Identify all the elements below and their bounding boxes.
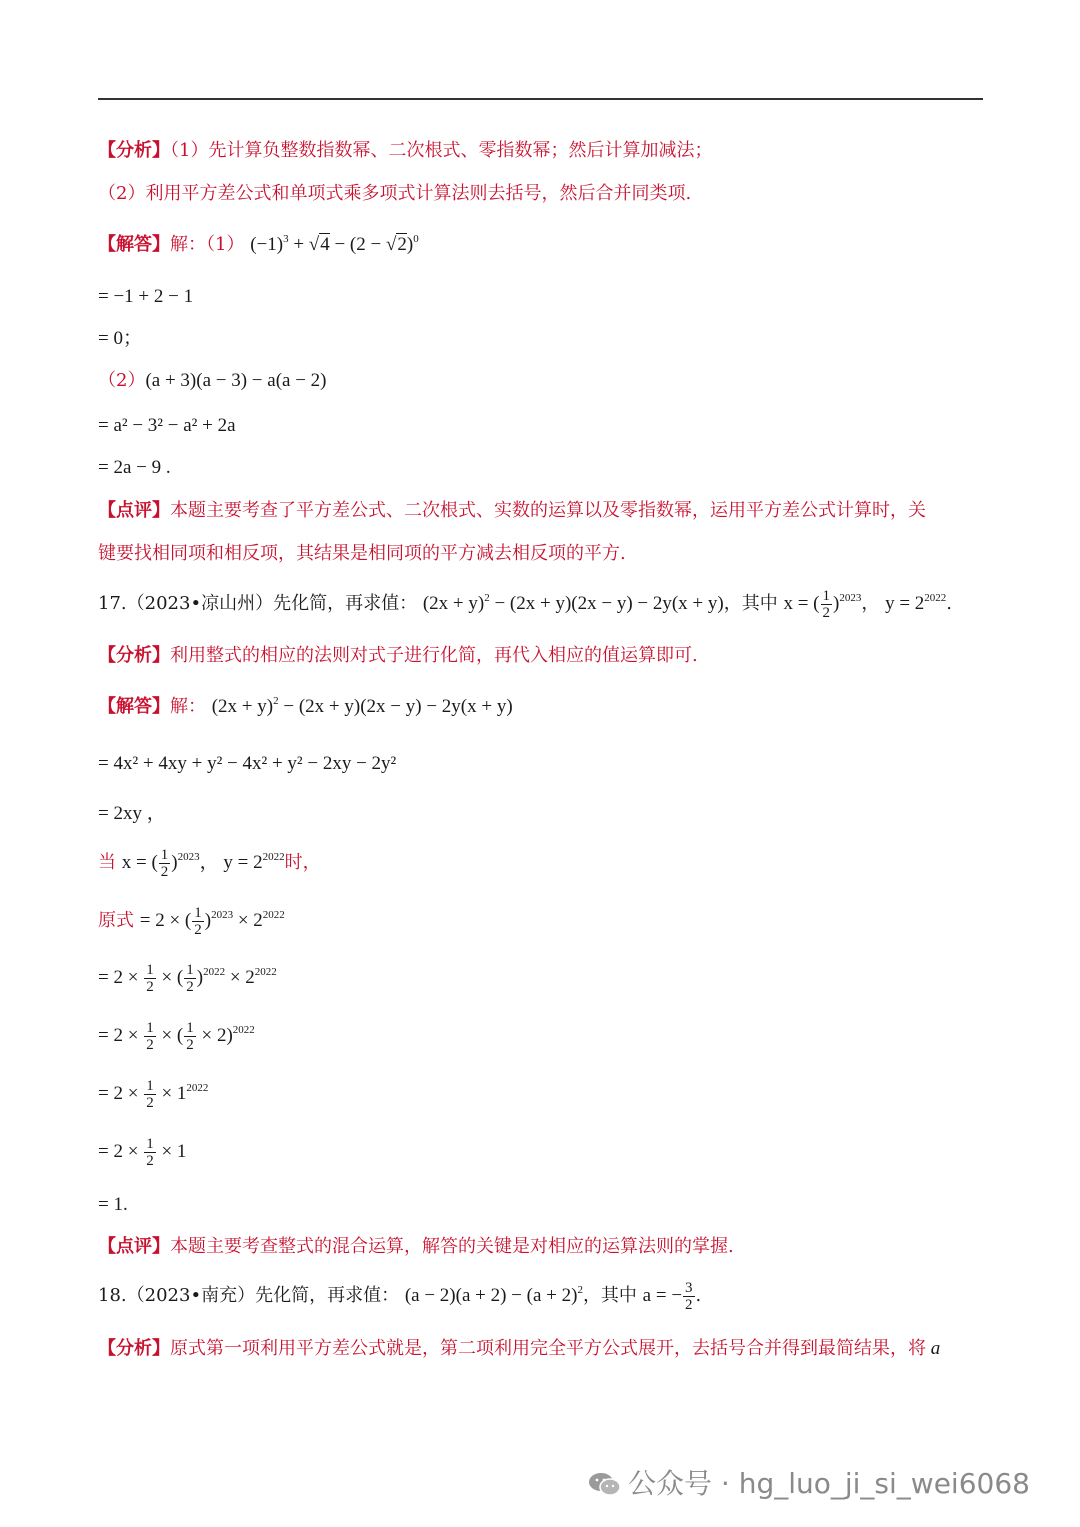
- q16-step-1: = −1 + 2 − 1: [98, 286, 194, 307]
- header-rule: [98, 98, 983, 100]
- q16-analysis-line-2: （2）利用平方差公式和单项式乘多项式计算法则去括号，然后合并同类项.: [98, 183, 692, 204]
- q17-solution-line: 【解答】解： $(2x + y)^2 - (2x + y)(2x - y) - 2y(x + y)$: [98, 695, 513, 717]
- q17-step-2: = 2xy ，: [98, 803, 166, 824]
- q17-analysis: 【分析】利用整式的相应的法则对式子进行化简，再代入相应的值运算即可.: [98, 645, 698, 666]
- q17-final: = 1.: [98, 1194, 128, 1215]
- q17-when-line: 当 x = ( $\frac{1}{2}$ )$^{2023}$， $y = 2^{2022}$时，: [98, 847, 321, 880]
- q16-comment-line-2: 键要找相同项和相反项，其结果是相同项的平方减去相反项的平方.: [98, 543, 626, 564]
- q17-step-1: = 4x² + 4xy + y² − 4x² + y² − 2xy − 2y²: [98, 753, 397, 774]
- q18-expression: $(a - 2)(a + 2) - (a + 2)^2$: [404, 1283, 583, 1306]
- q17-step-4: = 2 × $\frac{1}{2}$ × ( $\frac{1}{2}$ × 2)$^{2022}$: [98, 1020, 255, 1053]
- q16-step-3: = a² − 3² − a² + 2a: [98, 415, 236, 436]
- q17-expression: $(2x + y)^2 - (2x + y)(2x - y) - 2y(x + y)$: [422, 591, 724, 614]
- q17-x-value: x = ( $\frac{1}{2}$ )$^{2023}$: [783, 588, 862, 621]
- q17-y-value: $y = 2^{2022}$: [885, 591, 947, 614]
- q18-question: 18.（2023•南充）先化简，再求值： $(a - 2)(a + 2) - (a + 2)^2$，其中 a = − $\frac{3}{2}$ .: [98, 1280, 702, 1313]
- q18-analysis: 【分析】原式第一项利用平方差公式就是，第二项利用完全平方公式展开，去括号合并得到最简结果，将 a: [98, 1338, 941, 1359]
- q17-original-line: 原式 = 2 × ( $\frac{1}{2}$ )$^{2023} \times 2^{2022}$: [98, 905, 285, 938]
- q18-a-value: a = − $\frac{3}{2}$: [642, 1280, 693, 1313]
- watermark-text: 公众号 · hg_luo_ji_si_wei6068: [628, 1467, 1030, 1500]
- q17-step-3: = 2 × $\frac{1}{2}$ × ( $\frac{1}{2}$ )$^{2022} \times 2^{2022}$: [98, 962, 277, 995]
- q17-question: 17.（2023•凉山州）先化简，再求值： $(2x + y)^2 - (2x + y)(2x - y) - 2y(x + y)$，其中 x = ( $\frac{1}{2}$ )$^{2023}$， $y = 2^{2022}$.: [98, 588, 953, 621]
- q16-solution-line: 【解答】解：（1） $(-1)^3 + √4 - (2 - √2)^0$: [98, 233, 419, 255]
- q17-comment: 【点评】本题主要考查整式的混合运算，解答的关键是对相应的运算法则的掌握.: [98, 1236, 734, 1257]
- q16-part2-line: （2）(a + 3)(a − 3) − a(a − 2): [98, 370, 327, 391]
- q16-step-4: = 2a − 9 .: [98, 457, 171, 478]
- q16-comment-line-1: 【点评】本题主要考查了平方差公式、二次根式、实数的运算以及零指数幂，运用平方差公式计算时，关: [98, 500, 926, 521]
- q17-step-6: = 2 × $\frac{1}{2}$ × 1: [98, 1136, 187, 1169]
- wechat-icon: [588, 1471, 622, 1497]
- q16-analysis-line-1: 【分析】（1）先计算负整数指数幂、二次根式、零指数幂；然后计算加减法；: [98, 140, 713, 161]
- watermark: [588, 1462, 1030, 1502]
- q16-part1-expression: $(-1)^3 + √4 - (2 - √2)^0$: [250, 233, 419, 255]
- q17-step-5: = 2 × $\frac{1}{2}$ × $1^{2022}$: [98, 1078, 209, 1111]
- q16-step-2: = 0；: [98, 328, 142, 349]
